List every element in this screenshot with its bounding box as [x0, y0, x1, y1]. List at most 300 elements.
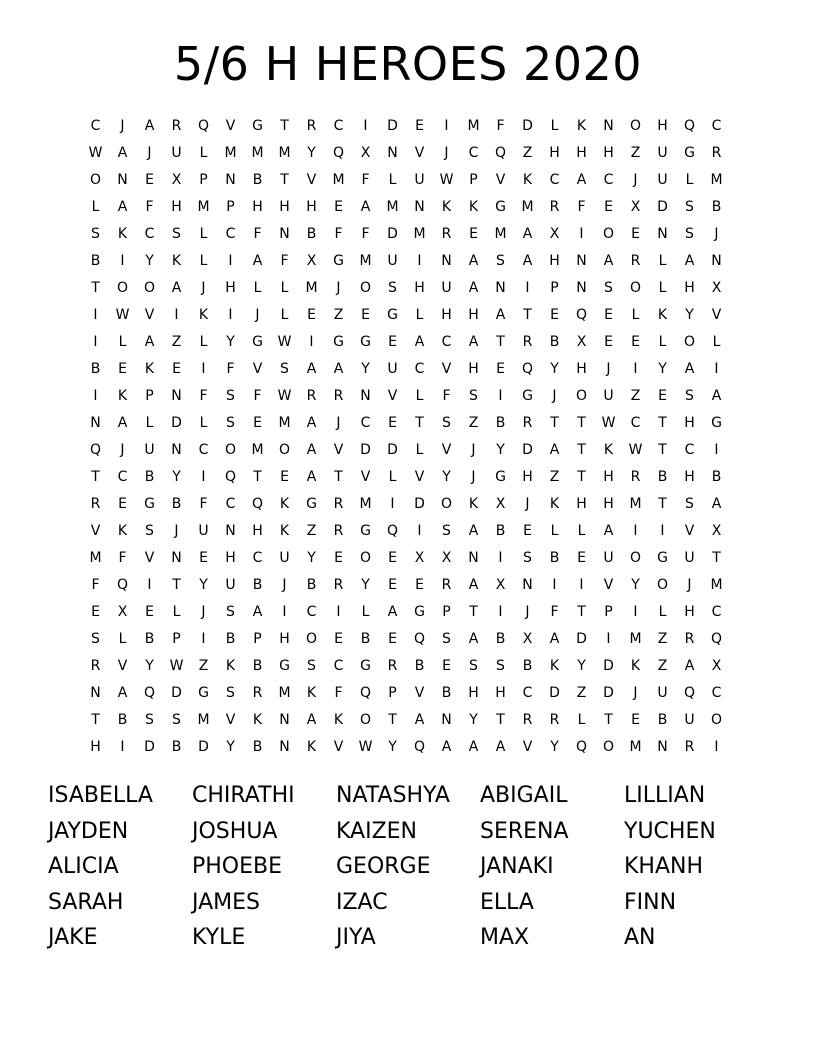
grid-letter: L — [631, 307, 640, 323]
grid-letter: R — [306, 118, 317, 134]
grid-letter: A — [468, 631, 479, 647]
grid-letter: M — [89, 550, 102, 566]
grid-letter: N — [171, 442, 182, 458]
grid-letter: N — [468, 550, 479, 566]
grid-letter: L — [388, 469, 397, 485]
grid-letter: E — [631, 712, 640, 728]
grid-letter: A — [414, 712, 425, 728]
grid-letter: I — [120, 739, 125, 755]
grid-letter: G — [279, 658, 290, 674]
grid-letter: L — [280, 280, 289, 296]
letter-grid — [82, 113, 742, 761]
grid-letter: T — [577, 604, 586, 620]
grid-letter: I — [417, 523, 422, 539]
grid-letter: W — [277, 388, 292, 404]
grid-letter: I — [93, 334, 98, 350]
grid-letter: X — [441, 550, 452, 566]
grid-letter: J — [444, 145, 449, 161]
grid-letter: C — [711, 685, 722, 701]
grid-letter: C — [711, 604, 722, 620]
grid-letter: X — [711, 658, 722, 674]
grid-letter: V — [225, 712, 236, 728]
grid-letter: M — [332, 172, 345, 188]
grid-letter: C — [630, 415, 641, 431]
grid-row — [82, 518, 742, 545]
grid-letter: J — [147, 145, 152, 161]
grid-letter: L — [685, 172, 694, 188]
word-list-item: JANAKI — [480, 854, 554, 880]
grid-letter: B — [90, 361, 101, 377]
grid-letter: L — [145, 415, 154, 431]
word-list-item: JAKE — [48, 925, 98, 951]
grid-letter: A — [171, 280, 182, 296]
grid-letter: R — [549, 712, 560, 728]
word-list-item: JAYDEN — [48, 818, 129, 844]
grid-letter: B — [711, 469, 722, 485]
grid-letter: B — [657, 712, 668, 728]
grid-letter: O — [629, 280, 642, 296]
grid-letter: L — [199, 253, 208, 269]
grid-letter: W — [277, 334, 292, 350]
grid-letter: U — [603, 388, 614, 404]
grid-letter: J — [714, 226, 719, 242]
grid-letter: B — [414, 658, 425, 674]
grid-letter: J — [471, 442, 476, 458]
grid-letter: P — [442, 604, 451, 620]
grid-letter: Q — [89, 442, 102, 458]
grid-letter: S — [442, 631, 451, 647]
grid-letter: N — [90, 685, 101, 701]
grid-letter: W — [439, 172, 454, 188]
grid-letter: T — [577, 469, 586, 485]
grid-letter: E — [604, 307, 613, 323]
grid-letter: E — [442, 658, 451, 674]
grid-letter: B — [495, 631, 506, 647]
grid-letter: E — [415, 577, 424, 593]
grid-letter: Z — [333, 307, 344, 323]
grid-letter: V — [225, 118, 236, 134]
grid-letter: H — [576, 361, 587, 377]
grid-letter: A — [711, 496, 722, 512]
grid-letter: Y — [172, 469, 181, 485]
word-list-item: KYLE — [192, 925, 246, 951]
grid-letter: E — [388, 415, 397, 431]
grid-letter: V — [441, 442, 452, 458]
grid-letter: K — [333, 712, 344, 728]
grid-letter: D — [387, 118, 398, 134]
grid-letter: I — [93, 388, 98, 404]
grid-letter: I — [714, 442, 719, 458]
grid-row — [82, 572, 742, 599]
grid-letter: V — [144, 307, 155, 323]
grid-letter: G — [333, 253, 344, 269]
grid-letter: Q — [143, 685, 156, 701]
grid-letter: M — [413, 226, 426, 242]
grid-letter: T — [604, 712, 613, 728]
grid-letter: U — [657, 172, 668, 188]
grid-letter: T — [712, 550, 721, 566]
grid-letter: D — [522, 118, 533, 134]
grid-letter: H — [279, 631, 290, 647]
grid-letter: X — [171, 172, 182, 188]
grid-letter: Z — [171, 334, 182, 350]
grid-letter: D — [522, 442, 533, 458]
grid-letter: V — [684, 523, 695, 539]
grid-letter: P — [145, 388, 154, 404]
grid-letter: C — [468, 145, 479, 161]
grid-letter: I — [201, 469, 206, 485]
grid-letter: F — [253, 226, 262, 242]
grid-letter: L — [415, 307, 424, 323]
grid-letter: I — [228, 307, 233, 323]
grid-letter: A — [603, 523, 614, 539]
grid-letter: O — [305, 631, 318, 647]
grid-letter: L — [280, 307, 289, 323]
grid-letter: A — [468, 334, 479, 350]
grid-letter: N — [603, 118, 614, 134]
grid-letter: M — [278, 685, 291, 701]
grid-letter: U — [171, 145, 182, 161]
grid-letter: U — [279, 550, 290, 566]
grid-letter: R — [171, 118, 182, 134]
grid-letter: M — [710, 172, 723, 188]
grid-letter: S — [226, 604, 235, 620]
grid-letter: L — [91, 199, 100, 215]
word-list-item: IZAC — [336, 889, 388, 915]
grid-letter: N — [360, 388, 371, 404]
word-list-item: MAX — [480, 925, 530, 951]
grid-letter: B — [252, 577, 263, 593]
grid-letter: N — [279, 226, 290, 242]
grid-letter: C — [198, 442, 209, 458]
grid-letter: D — [144, 739, 155, 755]
grid-letter: H — [225, 280, 236, 296]
grid-letter: L — [415, 442, 424, 458]
grid-letter: F — [199, 496, 208, 512]
grid-letter: H — [549, 253, 560, 269]
grid-letter: T — [658, 442, 667, 458]
grid-row — [82, 464, 742, 491]
grid-letter: Z — [306, 523, 317, 539]
grid-letter: Q — [575, 307, 588, 323]
grid-letter: H — [522, 469, 533, 485]
grid-letter: T — [334, 469, 343, 485]
grid-letter: I — [633, 361, 638, 377]
grid-letter: L — [199, 226, 208, 242]
grid-letter: D — [198, 739, 209, 755]
word-list-item: SARAH — [48, 889, 124, 915]
grid-letter: H — [684, 469, 695, 485]
grid-letter: N — [225, 172, 236, 188]
grid-letter: S — [604, 280, 613, 296]
grid-letter: O — [710, 712, 723, 728]
grid-letter: K — [468, 199, 479, 215]
grid-letter: J — [255, 307, 260, 323]
grid-letter: X — [117, 604, 128, 620]
grid-letter: L — [361, 604, 370, 620]
grid-letter: B — [441, 685, 452, 701]
grid-letter: R — [90, 496, 101, 512]
grid-letter: Y — [145, 658, 154, 674]
grid-letter: X — [711, 280, 722, 296]
grid-letter: E — [415, 118, 424, 134]
grid-letter: E — [604, 199, 613, 215]
grid-letter: O — [602, 226, 615, 242]
grid-letter: I — [579, 226, 584, 242]
grid-letter: U — [198, 523, 209, 539]
grid-letter: Y — [388, 739, 397, 755]
grid-letter: K — [522, 172, 533, 188]
grid-letter: H — [549, 145, 560, 161]
grid-letter: F — [550, 604, 559, 620]
grid-letter: N — [657, 739, 668, 755]
grid-letter: A — [684, 361, 695, 377]
grid-letter: B — [549, 550, 560, 566]
grid-letter: K — [549, 658, 560, 674]
grid-letter: A — [522, 226, 533, 242]
grid-letter: S — [442, 523, 451, 539]
grid-letter: Q — [575, 739, 588, 755]
grid-letter: J — [633, 685, 638, 701]
grid-row — [82, 680, 742, 707]
grid-letter: V — [144, 550, 155, 566]
word-list-item: JIYA — [336, 925, 376, 951]
grid-letter: G — [495, 199, 506, 215]
grid-letter: S — [307, 658, 316, 674]
grid-letter: N — [117, 172, 128, 188]
grid-letter: C — [252, 550, 263, 566]
grid-letter: Z — [630, 388, 641, 404]
grid-letter: T — [91, 469, 100, 485]
grid-letter: B — [495, 523, 506, 539]
grid-letter: E — [199, 550, 208, 566]
grid-letter: I — [309, 334, 314, 350]
grid-letter: A — [117, 415, 128, 431]
grid-letter: A — [549, 442, 560, 458]
grid-letter: E — [145, 604, 154, 620]
grid-letter: K — [441, 199, 452, 215]
grid-letter: I — [552, 577, 557, 593]
grid-row — [82, 734, 742, 761]
grid-row — [82, 707, 742, 734]
grid-letter: M — [251, 442, 264, 458]
grid-letter: L — [550, 523, 559, 539]
grid-letter: I — [363, 118, 368, 134]
grid-letter: A — [603, 253, 614, 269]
grid-letter: A — [306, 712, 317, 728]
grid-letter: M — [197, 199, 210, 215]
grid-letter: R — [684, 739, 695, 755]
grid-letter: E — [334, 550, 343, 566]
word-list — [48, 778, 768, 956]
grid-row — [82, 626, 742, 653]
grid-letter: W — [601, 415, 616, 431]
grid-letter: D — [387, 226, 398, 242]
grid-letter: P — [253, 631, 262, 647]
grid-letter: H — [684, 280, 695, 296]
grid-letter: A — [441, 739, 452, 755]
grid-letter: Y — [550, 361, 559, 377]
grid-letter: Y — [145, 253, 154, 269]
word-list-item: NATASHYA — [336, 783, 450, 808]
grid-letter: F — [280, 253, 289, 269]
grid-letter: E — [523, 523, 532, 539]
grid-letter: C — [117, 469, 128, 485]
grid-letter: Y — [361, 361, 370, 377]
grid-letter: Z — [522, 145, 533, 161]
grid-letter: L — [199, 334, 208, 350]
grid-letter: C — [603, 172, 614, 188]
grid-letter: O — [575, 388, 588, 404]
grid-letter: F — [226, 361, 235, 377]
grid-letter: Z — [549, 469, 560, 485]
grid-letter: I — [147, 577, 152, 593]
word-list-item: KHANH — [624, 854, 704, 880]
grid-letter: B — [144, 631, 155, 647]
grid-letter: I — [633, 523, 638, 539]
grid-letter: K — [630, 658, 641, 674]
grid-letter: F — [253, 388, 262, 404]
grid-letter: R — [630, 253, 641, 269]
grid-letter: B — [306, 226, 317, 242]
grid-letter: H — [495, 685, 506, 701]
grid-letter: Y — [550, 739, 559, 755]
word-list-item: FINN — [624, 889, 677, 915]
grid-letter: D — [387, 442, 398, 458]
grid-letter: I — [336, 604, 341, 620]
grid-letter: N — [576, 253, 587, 269]
grid-letter: H — [306, 199, 317, 215]
grid-letter: E — [91, 604, 100, 620]
grid-letter: A — [306, 415, 317, 431]
grid-letter: S — [496, 253, 505, 269]
grid-letter: J — [201, 280, 206, 296]
grid-letter: S — [469, 658, 478, 674]
grid-letter: K — [279, 523, 290, 539]
word-list-item: LILLIAN — [624, 783, 706, 808]
grid-letter: C — [144, 226, 155, 242]
grid-letter: R — [387, 658, 398, 674]
grid-letter: R — [252, 685, 263, 701]
grid-row — [82, 140, 742, 167]
grid-letter: A — [360, 199, 371, 215]
word-list-item: SERENA — [480, 818, 569, 844]
grid-letter: I — [93, 307, 98, 323]
grid-letter: B — [360, 631, 371, 647]
grid-letter: R — [522, 334, 533, 350]
grid-letter: M — [278, 145, 291, 161]
grid-letter: X — [711, 523, 722, 539]
grid-letter: W — [358, 739, 373, 755]
grid-letter: O — [440, 496, 453, 512]
grid-letter: Q — [224, 469, 237, 485]
grid-letter: K — [252, 712, 263, 728]
grid-letter: C — [225, 226, 236, 242]
grid-letter: M — [386, 199, 399, 215]
grid-letter: O — [143, 280, 156, 296]
grid-letter: V — [414, 145, 425, 161]
grid-letter: S — [226, 685, 235, 701]
grid-letter: E — [118, 361, 127, 377]
grid-letter: L — [415, 388, 424, 404]
grid-letter: N — [576, 280, 587, 296]
grid-letter: D — [576, 631, 587, 647]
grid-letter: A — [252, 253, 263, 269]
grid-letter: A — [495, 739, 506, 755]
grid-letter: W — [169, 658, 184, 674]
grid-letter: V — [306, 172, 317, 188]
grid-letter: P — [226, 199, 235, 215]
grid-letter: N — [171, 388, 182, 404]
grid-letter: E — [307, 307, 316, 323]
grid-letter: M — [278, 415, 291, 431]
grid-letter: I — [228, 253, 233, 269]
grid-letter: O — [359, 280, 372, 296]
grid-letter: Q — [494, 145, 507, 161]
grid-letter: I — [498, 604, 503, 620]
grid-letter: E — [172, 361, 181, 377]
grid-letter: H — [603, 145, 614, 161]
grid-letter: G — [387, 307, 398, 323]
grid-letter: V — [333, 739, 344, 755]
grid-letter: F — [442, 388, 451, 404]
grid-letter: U — [657, 685, 668, 701]
grid-letter: P — [604, 604, 613, 620]
grid-letter: B — [522, 658, 533, 674]
grid-letter: U — [657, 145, 668, 161]
grid-letter: T — [469, 604, 478, 620]
grid-letter: D — [414, 496, 425, 512]
grid-letter: E — [604, 334, 613, 350]
grid-letter: R — [333, 388, 344, 404]
grid-letter: G — [657, 550, 668, 566]
grid-letter: H — [576, 496, 587, 512]
grid-letter: L — [199, 415, 208, 431]
grid-letter: A — [576, 172, 587, 188]
grid-letter: U — [387, 361, 398, 377]
grid-letter: A — [684, 253, 695, 269]
grid-letter: A — [684, 658, 695, 674]
grid-letter: J — [120, 118, 125, 134]
grid-letter: H — [414, 280, 425, 296]
grid-letter: Y — [658, 361, 667, 377]
grid-letter: A — [387, 604, 398, 620]
grid-letter: W — [88, 145, 103, 161]
grid-letter: K — [117, 388, 128, 404]
grid-letter: U — [684, 550, 695, 566]
grid-letter: K — [279, 496, 290, 512]
grid-letter: T — [91, 712, 100, 728]
grid-letter: A — [144, 334, 155, 350]
grid-letter: K — [225, 658, 236, 674]
grid-letter: U — [603, 550, 614, 566]
grid-letter: G — [333, 334, 344, 350]
grid-letter: B — [90, 253, 101, 269]
grid-letter: R — [441, 226, 452, 242]
grid-letter: O — [629, 550, 642, 566]
grid-letter: X — [495, 496, 506, 512]
grid-letter: R — [684, 631, 695, 647]
grid-letter: H — [684, 604, 695, 620]
grid-letter: I — [444, 118, 449, 134]
grid-letter: P — [469, 172, 478, 188]
grid-letter: L — [577, 523, 586, 539]
grid-letter: F — [334, 226, 343, 242]
word-list-item: JAMES — [192, 889, 260, 915]
grid-letter: U — [684, 712, 695, 728]
grid-letter: X — [549, 226, 560, 242]
grid-letter: S — [523, 550, 532, 566]
